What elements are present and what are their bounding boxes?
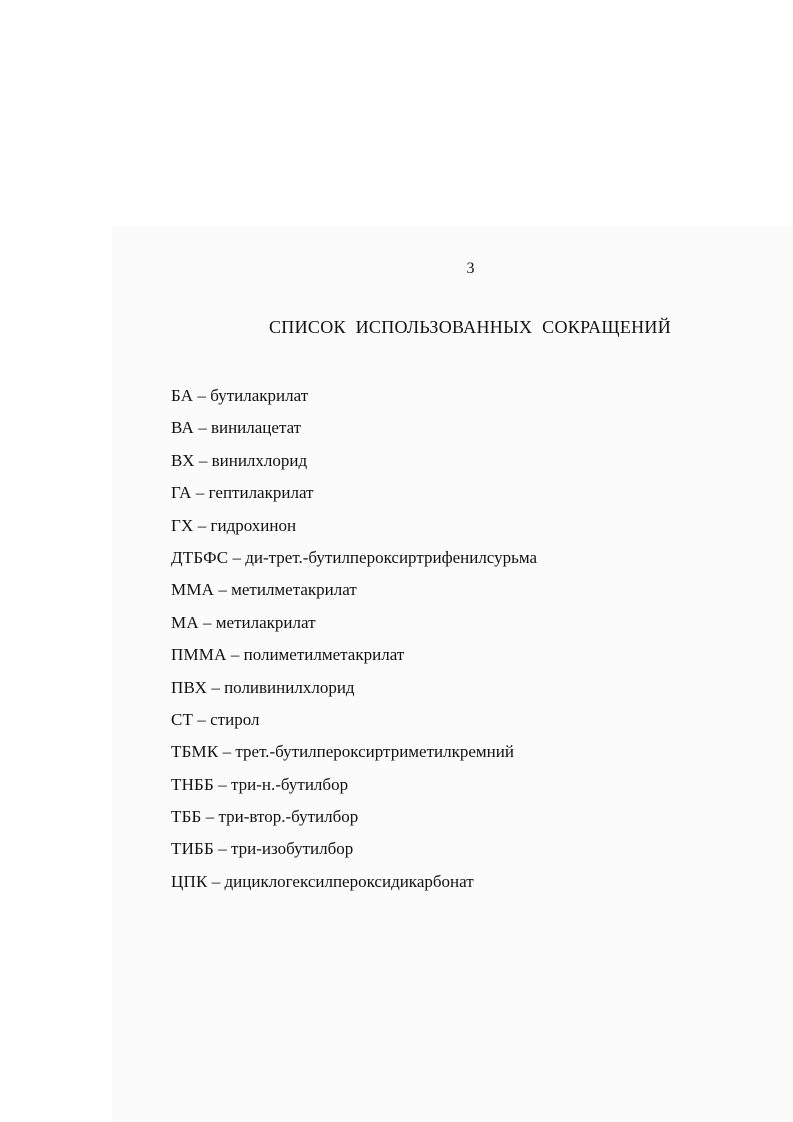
abbreviation-meaning: поливинилхлорид <box>224 677 355 697</box>
abbreviation-meaning: трет.-бутилпероксиртриметилкремний <box>235 742 514 762</box>
abbreviation-separator: – <box>207 677 225 697</box>
abbreviation-separator: – <box>191 483 209 503</box>
abbreviation-entry <box>171 513 537 545</box>
abbreviation-separator: – <box>214 839 231 859</box>
abbreviation-meaning: три-н.-бутилбор <box>231 774 349 794</box>
abbreviation-meaning: винилхлорид <box>211 450 308 470</box>
abbreviation-separator: – <box>214 580 232 600</box>
abbreviation-separator: – <box>207 871 225 891</box>
abbreviation-entry <box>171 642 537 674</box>
abbreviation-term: ГА <box>171 483 192 503</box>
abbreviation-term: ДТБФС <box>171 547 229 567</box>
abbreviation-entry <box>171 739 537 771</box>
abbreviation-entry <box>171 707 537 739</box>
abbreviation-term: ВА <box>171 418 194 438</box>
abbreviation-term: БА <box>171 386 194 405</box>
abbreviation-meaning: гептилакрилат <box>208 483 314 503</box>
abbreviation-meaning: метилакрилат <box>215 612 316 632</box>
abbreviation-term: ТББ <box>171 807 202 827</box>
abbreviation-entry <box>171 804 537 836</box>
abbreviation-term: ГХ <box>171 515 194 535</box>
abbreviation-separator: – <box>218 742 236 762</box>
abbreviation-separator: – <box>226 645 244 665</box>
abbreviation-separator: – <box>201 807 219 827</box>
abbreviation-entry <box>171 415 537 447</box>
abbreviation-entry <box>171 869 537 901</box>
abbreviation-list <box>171 383 537 901</box>
abbreviation-entry <box>171 577 537 609</box>
abbreviation-term: ТНББ <box>171 774 214 794</box>
abbreviation-meaning: винилацетат <box>210 418 302 438</box>
abbreviation-separator: – <box>194 450 212 470</box>
abbreviation-term: ВХ <box>171 450 195 470</box>
abbreviation-meaning: метилметакрилат <box>231 580 357 600</box>
abbreviation-meaning: три-изобутилбор <box>231 839 354 859</box>
abbreviation-entry <box>171 675 537 707</box>
abbreviation-meaning: гидрохинон <box>210 515 297 535</box>
abbreviation-meaning: дициклогексилпероксидикарбонат <box>224 871 474 891</box>
abbreviation-meaning: полиметилметакрилат <box>243 645 405 665</box>
abbreviation-entry <box>171 545 537 577</box>
abbreviation-separator: – <box>193 418 211 438</box>
abbreviation-entry <box>171 610 537 642</box>
abbreviation-term: СТ <box>171 709 194 729</box>
page-number: 3 <box>466 260 475 277</box>
abbreviation-term: ТИББ <box>171 839 214 859</box>
abbreviation-entry <box>171 480 537 512</box>
page-title: СПИСОК ИСПОЛЬЗОВАННЫХ СОКРАЩЕНИЙ <box>269 317 672 337</box>
abbreviation-separator: – <box>193 386 211 405</box>
abbreviation-term: ЦПК <box>171 871 208 891</box>
abbreviation-separator: – <box>193 709 211 729</box>
abbreviation-entry <box>171 772 537 804</box>
abbreviation-separator: – <box>228 547 246 567</box>
abbreviation-separator: – <box>198 612 216 632</box>
abbreviation-term: МА <box>171 612 199 632</box>
abbreviation-entry <box>171 383 537 415</box>
abbreviation-term: ПММА <box>171 645 227 665</box>
abbreviation-term: ТБМК <box>171 742 219 762</box>
abbreviation-meaning: ди-трет.-бутилпероксиртрифенилсурьма <box>245 547 538 567</box>
abbreviation-meaning: бутилакрилат <box>210 386 309 405</box>
abbreviation-meaning: стирол <box>210 709 260 729</box>
abbreviation-term: ПВХ <box>171 677 208 697</box>
abbreviation-separator: – <box>214 774 231 794</box>
abbreviation-entry <box>171 836 537 868</box>
abbreviation-entry <box>171 448 537 480</box>
abbreviation-separator: – <box>193 515 211 535</box>
abbreviation-meaning: три-втор.-бутилбор <box>218 807 359 827</box>
abbreviation-term: ММА <box>171 580 215 600</box>
